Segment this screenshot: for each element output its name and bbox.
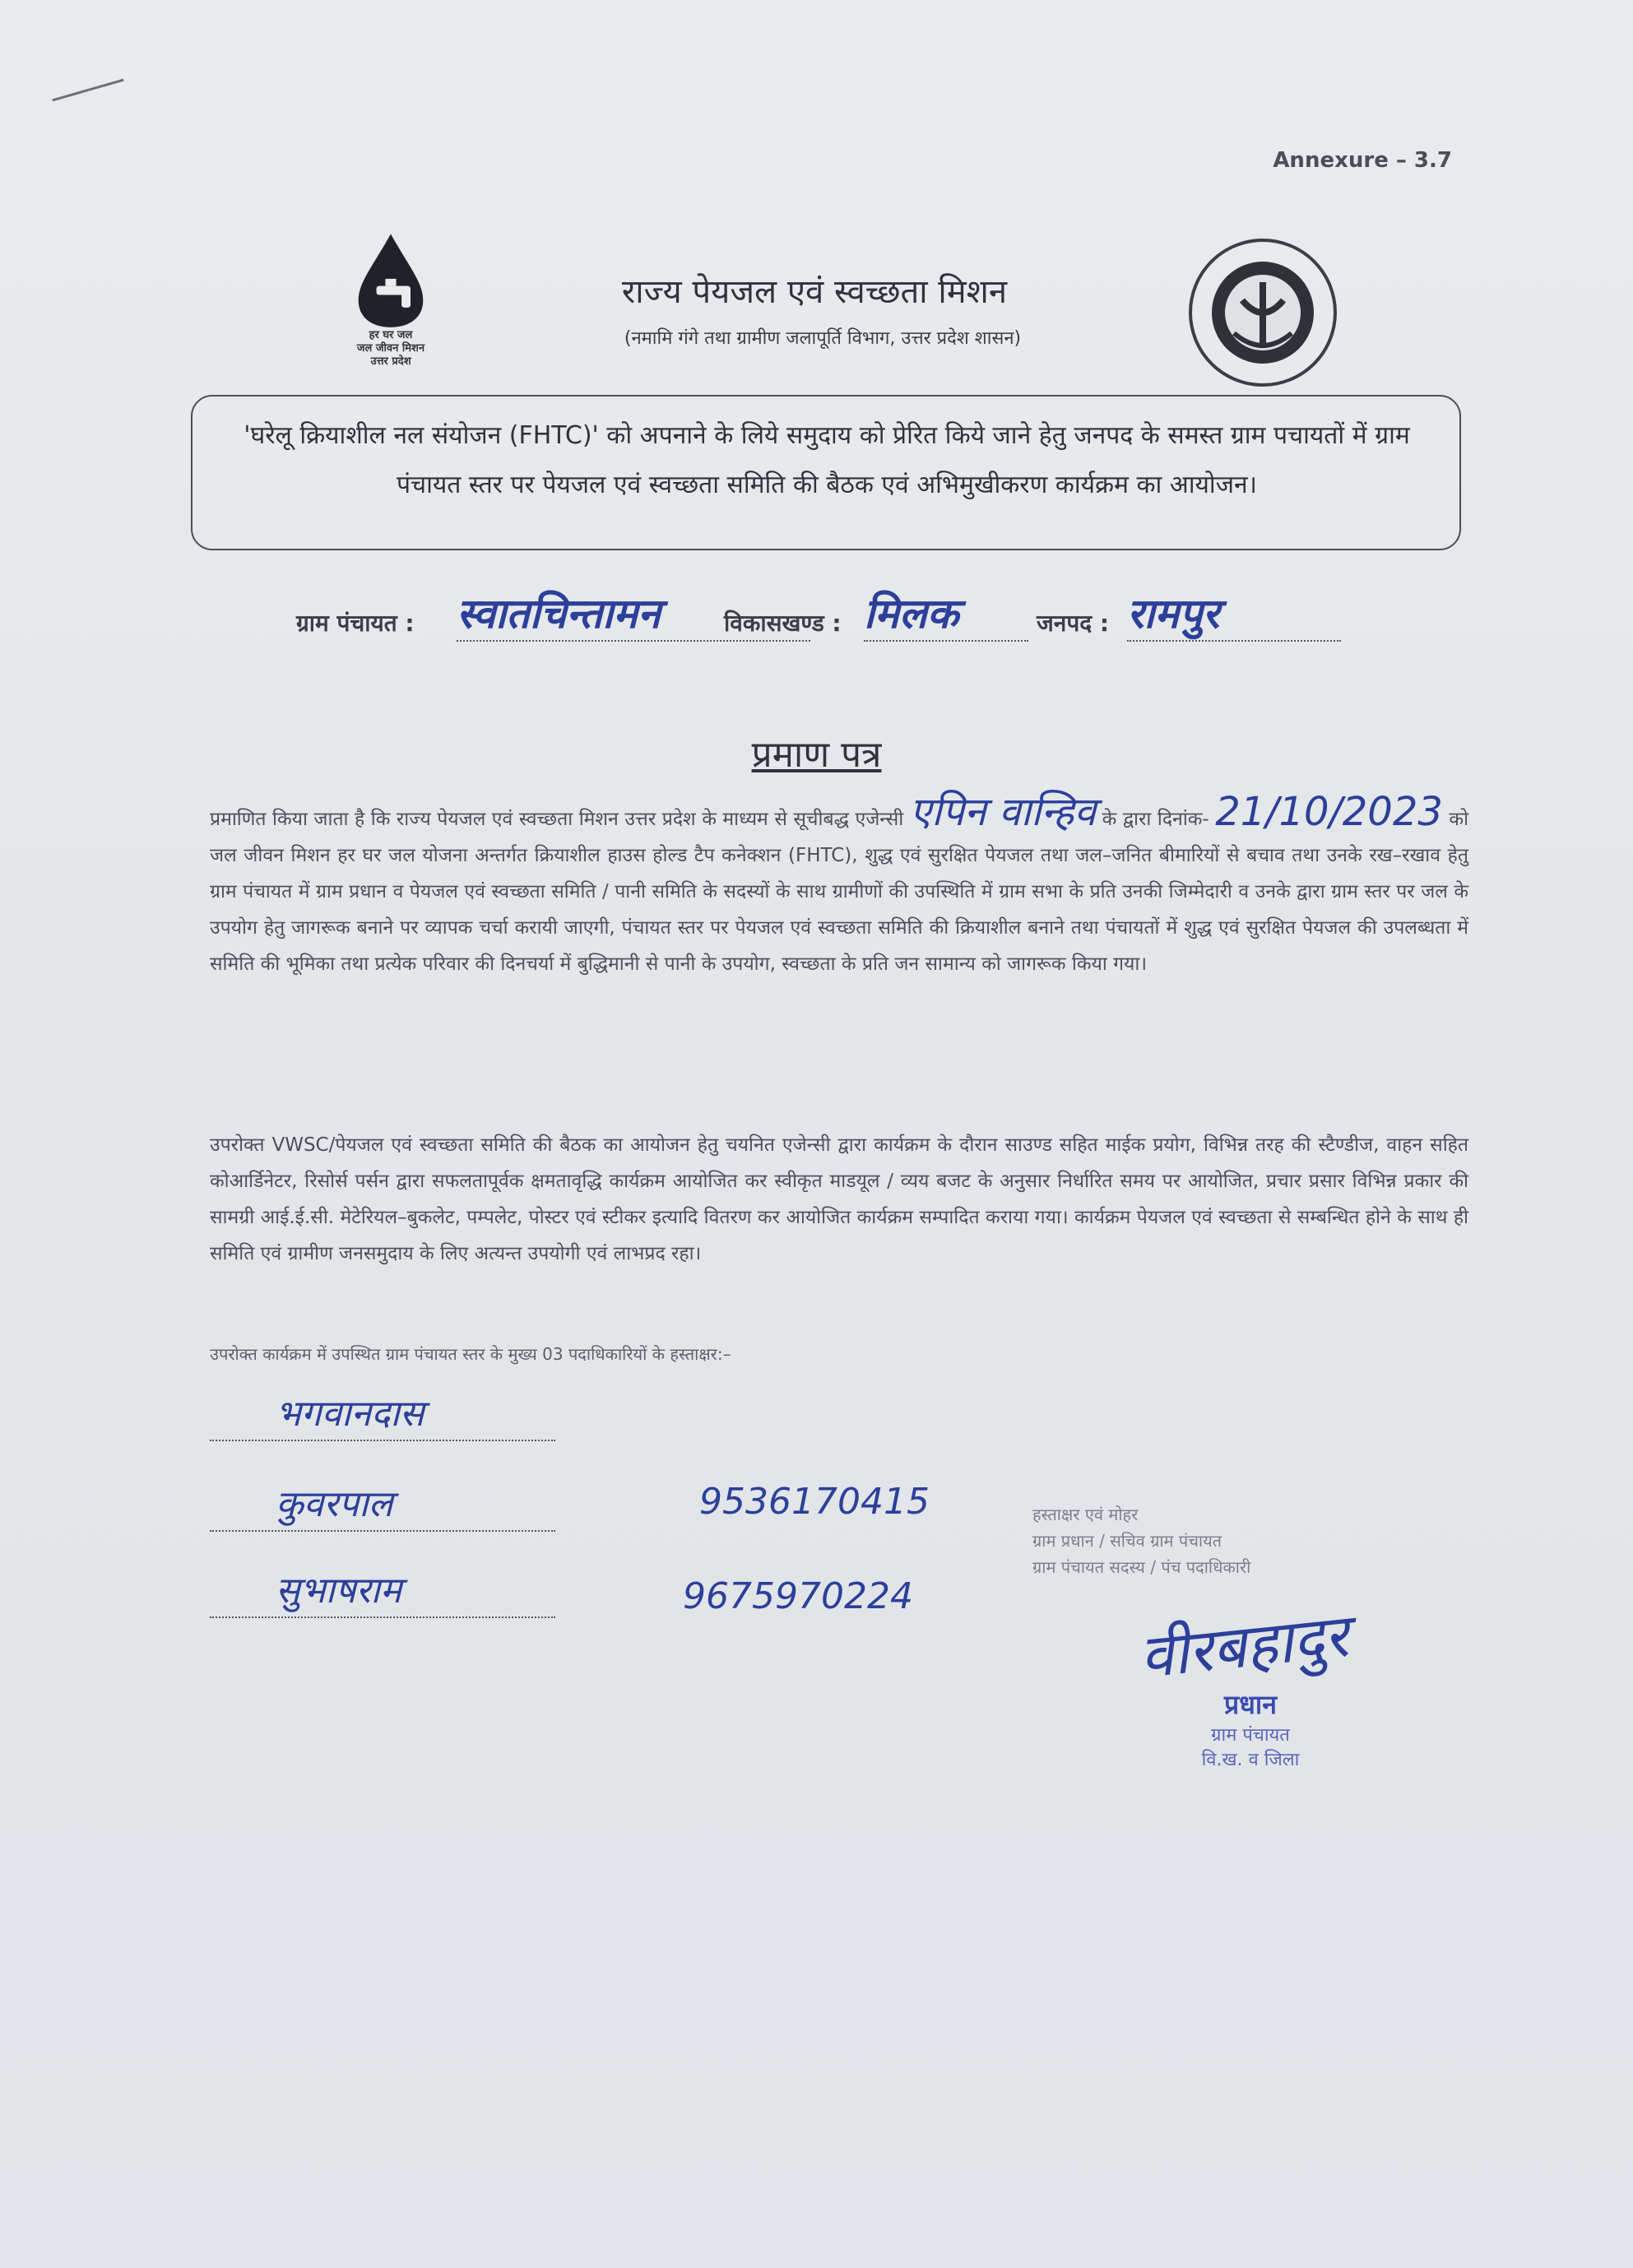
pen-stroke [52, 79, 123, 102]
up-govt-emblem [1185, 234, 1341, 391]
subject-text: 'घरेलू क्रियाशील नल संयोजन (FHTC)' को अपनाने के लिये समुदाय को प्रेरित किये जाने हेतु जनपद के समस्त ग्राम पचायतों में ग्राम पंचायत स्तर पर पेयजल एवं स्वच्छता समिति की बैठक एवं अभिमुखीकरण कार्यक्रम का आयोजन। [244, 421, 1410, 499]
mission-subtitle: (नमामि गंगे तथा ग्रामीण जलापूर्ति विभाग, उत्तर प्रदेश शासन) [624, 328, 1022, 349]
gram-panchayat-label: ग्राम पंचायत : [296, 610, 415, 637]
pradhan-signature: वीरबहादुर [1136, 1600, 1352, 1692]
gram-panchayat-value: स्वातचिन्तामन [457, 584, 810, 642]
mission-title: राज्य पेयजल एवं स्वच्छता मिशन [621, 273, 1008, 311]
stamp-line-2: वि.ख. व जिला [1201, 1750, 1300, 1770]
p1-rest: को जल जीवन मिशन हर घर जल योजना अन्तर्गत क्रियाशील हाउस होल्ड टैप कनेक्शन (FHTC), शुद्ध एवं सुरक्षित पेयजल तथा जल–जनित बीमारियों से बचाव तथा उनके रख–रखाव हेतु ग्राम पंचायत में ग्राम प्रधान व पेयजल एवं स्वच्छता समिति / पानी समिति के सदस्यों के साथ ग्रामीणों की उपस्थिति में ग्राम सभा के प्रति उनकी जिम्मेदारी व उनके द्वारा ग्राम स्तर पर जल के उपयोग हेतु जागरूक बनाने पर व्यापक चर्चा करायी जाएगी, पंचायत स्तर पर पेयजल एवं स्वच्छता समिति की क्रियाशील बनाने तथा पंचायतों में शुद्ध एवं सुरक्षित पेयजल की उपलब्धता में समिति की भूमिका तथा प्रत्येक परिवार की दिनचर्या में बुद्धिमानी से पानी के उपयोग, स्वच्छता के प्रति जन सामान्य को जागरूक किया गया। [210, 809, 1469, 975]
signatory-1-name: भगवानदास [276, 1393, 424, 1435]
water-drop-tap-icon [346, 230, 436, 329]
attendees-note: उपरोक्त कार्यक्रम में उपस्थित ग्राम पंचायत स्तर के मुख्य 03 पदाधिकारियों के हस्ताक्षर:– [210, 1344, 731, 1364]
right-note-line-2: ग्राम प्रधान / सचिव ग्राम पंचायत [1032, 1531, 1222, 1551]
signatory-3-phone: 9675970224 [683, 1575, 913, 1617]
p1-date-label: के द्वारा दिनांक- [1102, 809, 1209, 830]
signatory-2-name: कुवरपाल [276, 1483, 393, 1525]
logo-caption-3: उत्तर प्रदेश [370, 355, 411, 368]
pradhan-stamp [1061, 1686, 1440, 1771]
program-date: 21/10/2023 [1215, 789, 1443, 835]
signatory-1-line [210, 1390, 555, 1441]
p1-start: प्रमाणित किया जाता है कि राज्य पेयजल एवं स्वच्छता मिशन उत्तर प्रदेश के माध्यम से सूचीबद्ध एजेन्सी [210, 809, 904, 830]
signatory-3-line [210, 1567, 555, 1618]
certificate-paragraph-1 [210, 789, 1469, 982]
location-row [296, 584, 1448, 658]
jal-jeevan-logo [317, 230, 465, 378]
vikas-khand-value: मिलक [864, 584, 1028, 642]
signatory-2-phone: 9536170415 [699, 1481, 930, 1523]
right-note-line-1: हस्ताक्षर एवं मोहर [1032, 1505, 1139, 1524]
certificate-paragraph-2: उपरोक्त VWSC/पेयजल एवं स्वच्छता समिति की बैठक का आयोजन हेतु चयनित एजेन्सी द्वारा कार्यक्रम के दौरान साउण्ड सहित माईक प्रयोग, विभिन्न तरह की स्टैण्डीज, वाहन सहित कोआर्डिनेटर, रिसोर्स पर्सन द्वारा सफलतापूर्वक क्षमतावृद्धि कार्यक्रम आयोजित कर स्वीकृत माडयूल / व्यय बजट के अनुसार निर्धारित समय पर आयोजित, प्रचार प्रसार विभिन्न प्रकार की सामग्री आई.ई.सी. मेटेरियल–बुकलेट, पम्पलेट, पोस्टर एवं स्टीकर इत्यादि वितरण कर आयोजित कार्यक्रम सम्पादित कराया गया। कार्यक्रम पेयजल एवं स्वच्छता से सम्बन्धित होने के साथ ही समिति एवं ग्रामीण जनसमुदाय के लिए अत्यन्त उपयोगी एवं लाभप्रद रहा। [210, 1134, 1468, 1264]
certificate-title: प्रमाण पत्र [751, 734, 882, 776]
vikas-khand-label: विकासखण्ड : [724, 610, 842, 637]
stamp-line-1: ग्राम पंचायत [1211, 1725, 1290, 1746]
signature-instruction [1032, 1501, 1403, 1580]
stamp-title: प्रधान [1224, 1689, 1277, 1720]
agency-name: एपिन वान्हिव [909, 789, 1097, 835]
signatory-3-name: सुभाषराम [276, 1570, 402, 1612]
right-note-line-3: ग्राम पंचायत सदस्य / पंच पदाधिकारी [1032, 1557, 1251, 1577]
janpad-label: जनपद : [1037, 610, 1110, 637]
signatory-2-line [210, 1481, 555, 1532]
logo-caption-2: जल जीवन मिशन [356, 342, 425, 355]
annexure-label: Annexure – 3.7 [1273, 148, 1452, 173]
logo-caption-1: हर घर जल [369, 329, 413, 341]
janpad-value: रामपुर [1127, 584, 1341, 642]
